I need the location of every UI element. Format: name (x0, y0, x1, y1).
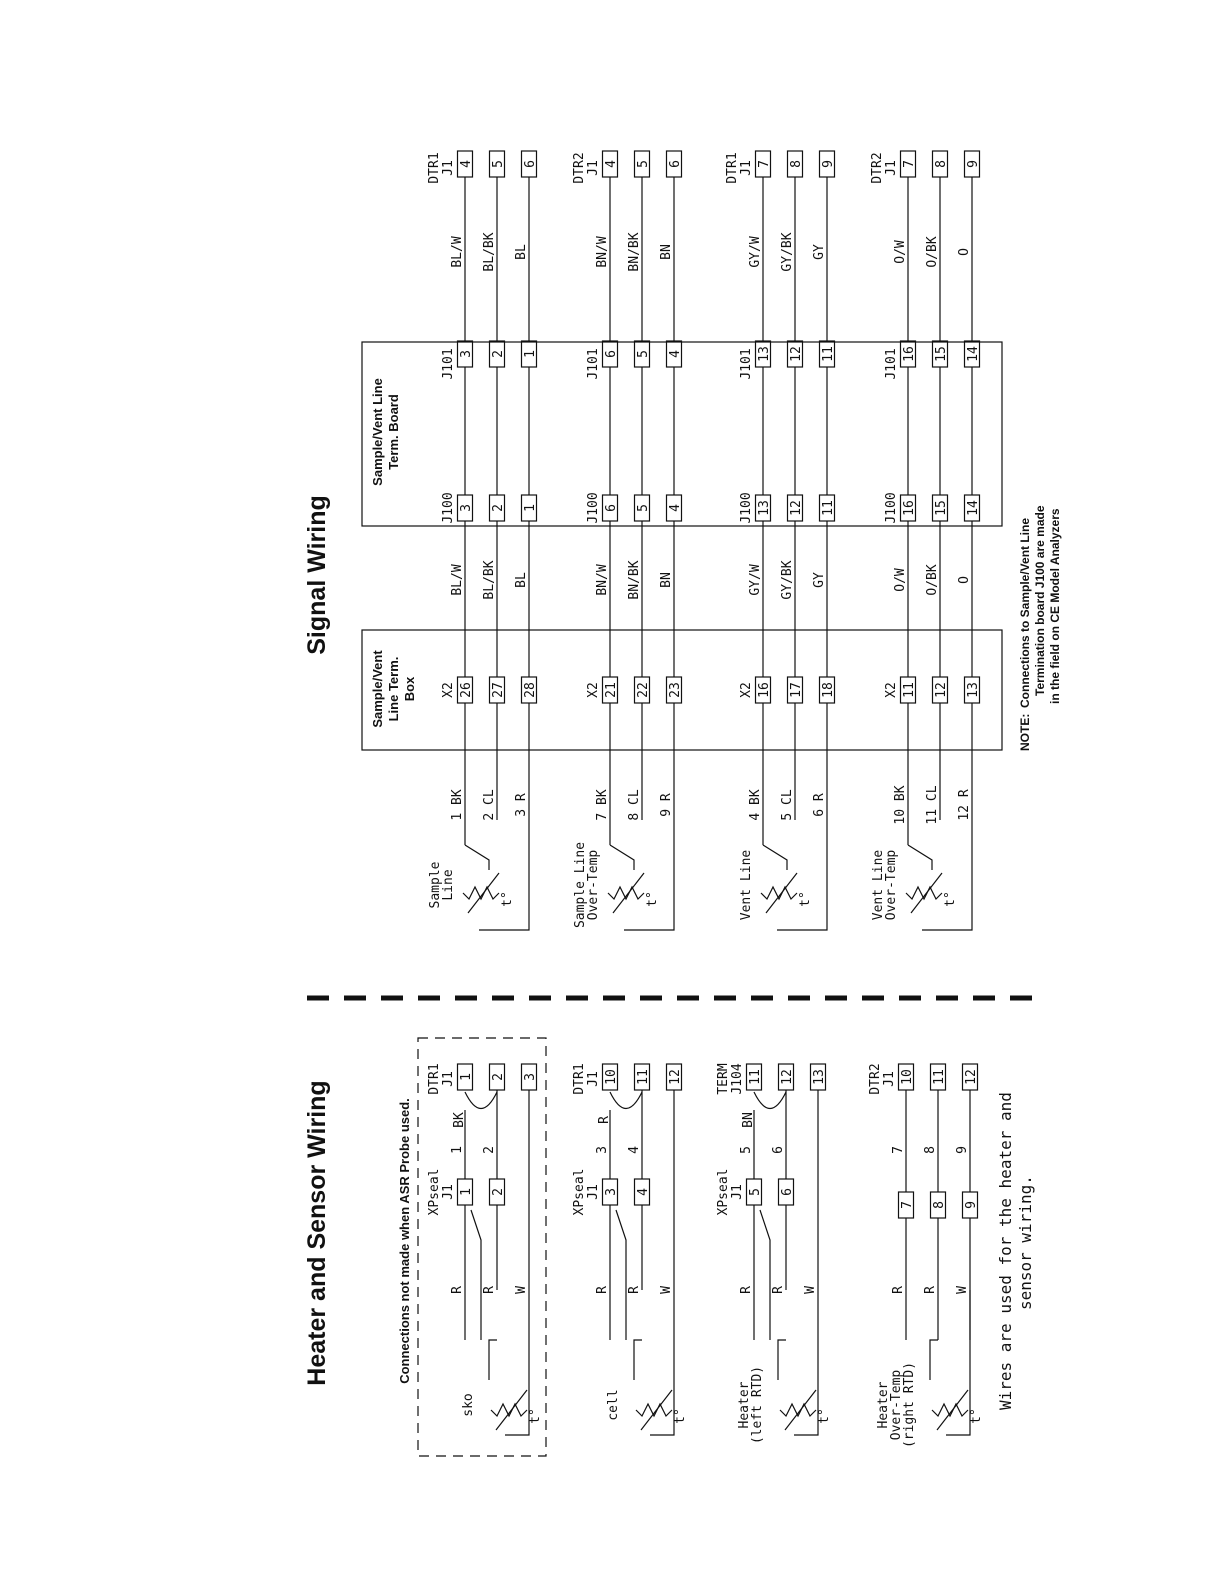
heater-dest-pin-label: 3 (523, 1073, 538, 1081)
heater-dest-pin-label: 12 (780, 1069, 795, 1085)
j101-pin-label: 5 (636, 350, 651, 358)
wire-label: 12 R (957, 789, 972, 821)
jumper-label: R (597, 1116, 612, 1124)
dtr-pin-label: 8 (934, 160, 949, 168)
heater-dest-subheader: J104 (730, 1063, 745, 1095)
j100-pin-label: 6 (604, 504, 619, 512)
j100-header: J100 (884, 492, 899, 524)
j100-header: J100 (586, 492, 601, 524)
heater-dest-subheader: J1 (882, 1071, 897, 1087)
rtd-symbol-symbol: t° (500, 891, 515, 907)
term-box-title (370, 650, 417, 728)
signal-groups (427, 151, 981, 930)
jumper-label: BN (741, 1112, 756, 1128)
heater-sensor-label: cell (606, 1389, 621, 1421)
x2-header: X2 (441, 682, 456, 698)
heater-rtd-symbol: t° (673, 1408, 688, 1424)
heater-dest-pin-label: 13 (812, 1069, 827, 1085)
sensor-return (777, 820, 827, 930)
svg-text:Line Term.: Line Term. (386, 656, 401, 722)
heater-dest-subheader: J1 (586, 1071, 601, 1087)
sensor-return (624, 820, 674, 930)
dest-header: DTR1 (427, 152, 442, 184)
dtr-pin-label: 7 (757, 160, 772, 168)
x2-pin-label: 27 (491, 682, 506, 698)
wire-color: O (957, 576, 972, 584)
heater-dest-pin-label: 12 (964, 1069, 979, 1085)
dtr-pin-label: 5 (636, 160, 651, 168)
dest-header: DTR2 (572, 152, 587, 184)
wire-color-out: BN/BK (627, 232, 642, 272)
wire-color: GY/W (748, 564, 763, 596)
heater-wire-color: R (739, 1286, 754, 1294)
j101-pin-label: 2 (491, 350, 506, 358)
jumper-arc (465, 1092, 497, 1109)
signal-note (1018, 505, 1062, 751)
rtd-symbol-symbol: t° (798, 891, 813, 907)
j100-pin-label: 4 (668, 504, 683, 512)
dtr-pin-label: 4 (459, 160, 474, 168)
wire-color-out: BL/W (450, 236, 465, 268)
heater-lead (489, 1340, 497, 1380)
svg-text:sensor wiring.: sensor wiring. (1016, 1175, 1035, 1310)
x2-pin-label: 21 (604, 682, 619, 698)
j101-header: J101 (441, 348, 456, 380)
dtr-pin-label: 5 (491, 160, 506, 168)
heater-wire-color: R (450, 1286, 465, 1294)
heater-sensor-wiring-title: Heater and Sensor Wiring (303, 1080, 331, 1386)
x2-pin-label: 11 (902, 682, 917, 698)
heater-wire-color: W (514, 1286, 529, 1294)
svg-text:Sample/Vent: Sample/Vent (370, 650, 385, 728)
heater-dest-header: DTR1 (427, 1063, 442, 1095)
heater-lead (634, 1340, 642, 1380)
dtr-pin-label: 7 (902, 160, 917, 168)
signal-group-2 (572, 151, 683, 930)
heater-rtd-symbol: t° (969, 1408, 984, 1424)
wire-color: BN/BK (627, 560, 642, 600)
j101-pin-label: 4 (668, 350, 683, 358)
signal-wiring-title: Signal Wiring (303, 495, 331, 655)
xpseal-subheader: J1 (586, 1184, 601, 1200)
j100-pin-label: 16 (902, 500, 917, 516)
jumper-arc (754, 1092, 786, 1109)
heater-wire-num: 4 (627, 1146, 642, 1154)
dtr-pin-label: 6 (668, 160, 683, 168)
xpseal-pin-label: 3 (604, 1188, 619, 1196)
x2-header: X2 (586, 682, 601, 698)
dest-subheader: J1 (739, 160, 754, 176)
dest-header: DTR2 (870, 152, 885, 184)
j101-pin-label: 11 (821, 346, 836, 362)
term-board-title (370, 378, 401, 486)
heater-group-3 (716, 1063, 832, 1444)
heater-rtd-symbol: t° (528, 1408, 543, 1424)
x2-pin-label: 26 (459, 682, 474, 698)
wire-color: BL/BK (482, 560, 497, 600)
heater-wire-num: 8 (923, 1146, 938, 1154)
heater-group-4 (868, 1063, 984, 1448)
heater-wire-color: W (955, 1286, 970, 1294)
x2-pin-label: 18 (821, 682, 836, 698)
asr-probe-enclosure (418, 1038, 546, 1456)
j101-pin-label: 14 (966, 346, 981, 362)
wire-label: 2 CL (482, 789, 497, 821)
j101-pin-label: 3 (459, 350, 474, 358)
j100-pin-label: 11 (821, 500, 836, 516)
sensor-label: Sample (428, 861, 443, 909)
wire-color-out: BL (514, 244, 529, 260)
sensor-return (479, 820, 529, 930)
wire-color-out: O (957, 248, 972, 256)
wire-color-out: O/BK (925, 236, 940, 268)
heater-lead (930, 1340, 938, 1380)
dest-subheader: J1 (441, 160, 456, 176)
svg-text:Box: Box (402, 676, 417, 702)
dtr-pin-label: 4 (604, 160, 619, 168)
heater-dest-pin-label: 1 (459, 1073, 474, 1081)
wire-color: GY/BK (780, 560, 795, 600)
wire-label: 3 R (514, 793, 529, 817)
wire-label: 10 BK (893, 785, 908, 825)
sensor-label: Vent Line (739, 849, 754, 921)
dtr-pin-label: 6 (523, 160, 538, 168)
heater-dest-pin-label: 12 (668, 1069, 683, 1085)
svg-text:Sample/Vent Line: Sample/Vent Line (370, 378, 385, 486)
x2-pin-label: 16 (757, 682, 772, 698)
wire-label: 4 BK (748, 789, 763, 821)
heater-sensor-label: Heater (737, 1381, 752, 1429)
sensor-lead (610, 845, 634, 870)
heater-group-2 (572, 1063, 688, 1435)
heater-sensor-label: Over-Temp (889, 1369, 904, 1441)
heater-wire-num: 7 (891, 1146, 906, 1154)
heater-wire-color: R (627, 1286, 642, 1294)
j101-pin-label: 1 (523, 350, 538, 358)
j100-header: J100 (441, 492, 456, 524)
svg-text:Termination board J100 are mad: Termination board J100 are made (1033, 505, 1047, 696)
heater-wire-color: R (923, 1286, 938, 1294)
wire-label: 1 BK (450, 789, 465, 821)
sensor-lead (908, 845, 932, 870)
heater-wire-color: W (659, 1286, 674, 1294)
x2-header: X2 (884, 682, 899, 698)
wire-color-out: BL/BK (482, 232, 497, 272)
xpseal-pin-label: 5 (748, 1188, 763, 1196)
conn-pin-label: 8 (932, 1201, 947, 1209)
heater-wire-r2 (760, 1210, 770, 1340)
heater-wire-num: 5 (739, 1146, 754, 1154)
xpseal-header: XPseal (572, 1168, 587, 1216)
wire-color-out: BN/W (595, 236, 610, 268)
sensor-label: Vent Line (871, 849, 886, 921)
svg-text:NOTE:: NOTE: (1018, 713, 1032, 751)
heater-wire-num: 9 (955, 1146, 970, 1154)
svg-text:Term. Board: Term. Board (386, 394, 401, 470)
heater-dest-pin-label: 2 (491, 1073, 506, 1081)
heater-rtd-symbol: t° (817, 1408, 832, 1424)
sensor-return (922, 820, 972, 930)
wire-color: GY (812, 572, 827, 588)
xpseal-subheader: J1 (730, 1184, 745, 1200)
xpseal-header: XPseal (716, 1168, 731, 1216)
heater-dest-header: DTR2 (868, 1063, 883, 1095)
heater-wire-r2 (471, 1210, 481, 1340)
heater-wire-color: R (891, 1286, 906, 1294)
heater-sensor-label: (right RTD) (902, 1361, 917, 1449)
signal-group-4 (870, 151, 981, 930)
sensor-label: Line (441, 869, 456, 901)
j101-pin-label: 16 (902, 346, 917, 362)
wire-color: O/BK (925, 564, 940, 596)
dtr-pin-label: 8 (789, 160, 804, 168)
j100-pin-label: 2 (491, 504, 506, 512)
x2-pin-label: 23 (668, 682, 683, 698)
heater-groups (427, 1063, 984, 1448)
wire-label: 7 BK (595, 789, 610, 821)
heater-wire-r2 (616, 1210, 626, 1340)
jumper-arc (610, 1092, 642, 1109)
signal-group-1 (427, 151, 538, 930)
rtd-symbol-symbol: t° (943, 891, 958, 907)
svg-text:Wires are used for the heater: Wires are used for the heater and (996, 1092, 1015, 1410)
rtd-symbol-symbol: t° (645, 891, 660, 907)
j101-header: J101 (739, 348, 754, 380)
wire-color: O/W (893, 568, 908, 592)
heater-wire-color: R (595, 1286, 610, 1294)
wire-color-out: O/W (893, 240, 908, 264)
wire-color: BL/W (450, 564, 465, 596)
heater-wire-num: 3 (595, 1146, 610, 1154)
heater-sensor-label: sko (461, 1393, 476, 1417)
j101-pin-label: 12 (789, 346, 804, 362)
heater-dest-pin-label: 11 (748, 1069, 763, 1085)
heater-dest-subheader: J1 (441, 1071, 456, 1087)
heater-lead (778, 1340, 786, 1380)
x2-pin-label: 13 (966, 682, 981, 698)
jumper-label: BK (452, 1112, 467, 1128)
dest-subheader: J1 (884, 160, 899, 176)
sensor-label: Over-Temp (884, 849, 899, 921)
x2-pin-label: 28 (523, 682, 538, 698)
heater-dest-header: TERM (716, 1063, 731, 1095)
xpseal-pin-label: 6 (780, 1188, 795, 1196)
asr-note: Connections not made when ASR Probe used. (397, 1098, 412, 1384)
heater-group-1 (427, 1063, 543, 1435)
x2-header: X2 (739, 682, 754, 698)
j100-pin-label: 3 (459, 504, 474, 512)
wire-label: 9 R (659, 793, 674, 817)
svg-text:in the field on CE Model Analy: in the field on CE Model Analyzers (1048, 508, 1062, 704)
wire-color-out: GY (812, 244, 827, 260)
j100-pin-label: 15 (934, 500, 949, 516)
heater-sensor-label: (left RTD) (750, 1365, 765, 1445)
x2-pin-label: 17 (789, 682, 804, 698)
wire-label: 6 R (812, 793, 827, 817)
signal-group-3 (725, 151, 836, 930)
wire-color-out: BN (659, 244, 674, 260)
heater-wire-num: 1 (450, 1146, 465, 1154)
wire-label: 11 CL (925, 785, 940, 825)
j100-header: J100 (739, 492, 754, 524)
conn-pin-label: 9 (964, 1201, 979, 1209)
heater-wire-color: W (803, 1286, 818, 1294)
wire-color: BN/W (595, 564, 610, 596)
j101-pin-label: 13 (757, 346, 772, 362)
wire-label: 8 CL (627, 789, 642, 821)
j101-header: J101 (884, 348, 899, 380)
svg-text:Connections to Sample/Vent Lin: Connections to Sample/Vent Line (1018, 517, 1032, 708)
j100-pin-label: 14 (966, 500, 981, 516)
heater-wire-num: 6 (771, 1146, 786, 1154)
heater-dest-pin-label: 10 (900, 1069, 915, 1085)
wire-color: BN (659, 572, 674, 588)
dtr-pin-label: 9 (966, 160, 981, 168)
wire-color-out: GY/BK (780, 232, 795, 272)
wire-color: BL (514, 572, 529, 588)
wire-label: 5 CL (780, 789, 795, 821)
xpseal-subheader: J1 (441, 1184, 456, 1200)
sensor-lead (465, 845, 489, 870)
heater-dest-pin-label: 11 (932, 1069, 947, 1085)
xpseal-header: XPseal (427, 1168, 442, 1216)
j101-pin-label: 6 (604, 350, 619, 358)
conn-pin-label: 7 (900, 1201, 915, 1209)
heater-dest-pin-label: 11 (636, 1069, 651, 1085)
wire-color-out: GY/W (748, 236, 763, 268)
xpseal-pin-label: 1 (459, 1188, 474, 1196)
sensor-label: Over-Temp (586, 849, 601, 921)
j100-pin-label: 13 (757, 500, 772, 516)
sensor-label: Sample Line (573, 841, 588, 929)
heater-dest-header: DTR1 (572, 1063, 587, 1095)
j100-pin-label: 12 (789, 500, 804, 516)
xpseal-pin-label: 2 (491, 1188, 506, 1196)
dest-header: DTR1 (725, 152, 740, 184)
heater-dest-pin-label: 10 (604, 1069, 619, 1085)
j100-pin-label: 5 (636, 504, 651, 512)
sensor-lead (763, 845, 787, 870)
xpseal-pin-label: 4 (636, 1188, 651, 1196)
heater-footer-note (996, 1092, 1035, 1410)
x2-pin-label: 22 (636, 682, 651, 698)
j101-header: J101 (586, 348, 601, 380)
heater-wire-color: R (482, 1286, 497, 1294)
heater-wire-num: 2 (482, 1146, 497, 1154)
dest-subheader: J1 (586, 160, 601, 176)
j100-pin-label: 1 (523, 504, 538, 512)
j101-pin-label: 15 (934, 346, 949, 362)
heater-wire-color: R (771, 1286, 786, 1294)
x2-pin-label: 12 (934, 682, 949, 698)
heater-sensor-label: Heater (876, 1381, 891, 1429)
dtr-pin-label: 9 (821, 160, 836, 168)
